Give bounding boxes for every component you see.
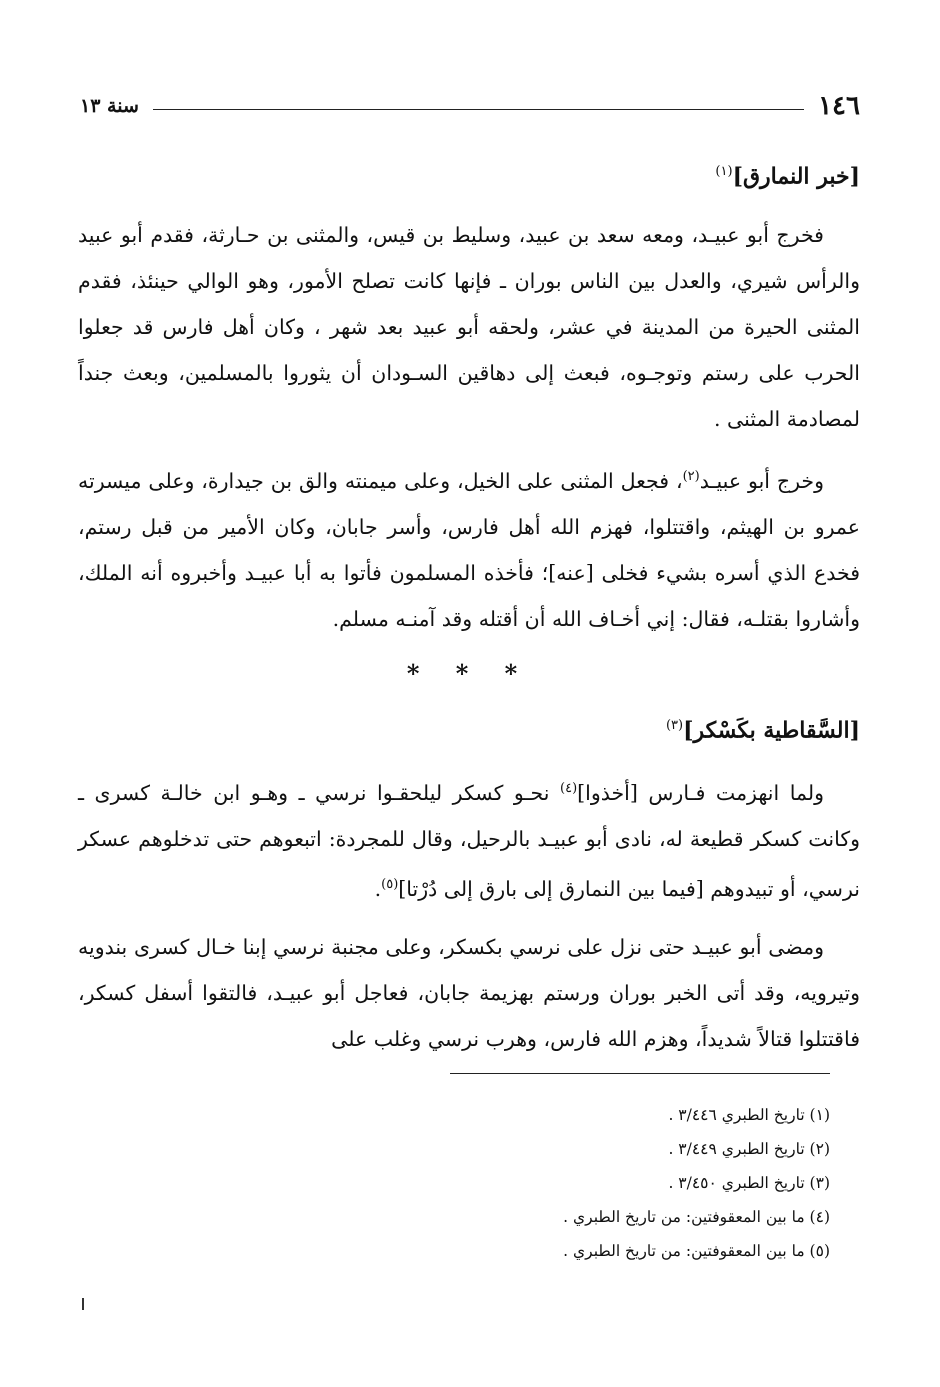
paragraph (78, 766, 860, 912)
paragraph-text: وخرج أبو عبيـد (699, 469, 824, 494)
footnote-ref: (٥) (381, 877, 399, 893)
section-title-namariq (78, 150, 860, 198)
print-mark (82, 1298, 84, 1310)
section-title-text: [السَّقاطية بكَسْكر] (683, 717, 860, 744)
running-head: سنة ١٣ (80, 95, 139, 117)
header-rule (153, 109, 804, 110)
footnote-ref: (٢) (682, 469, 700, 485)
footnote-2: (٢) تاريخ الطبري ٣/٤٤٩ . (668, 1140, 830, 1158)
paragraph-text: ومضى أبو عبيـد حتى نزل على نرسي بكسكر، وعلى مجنبة نرسي إبنا خـال كسرى بندويه وتيرويه، وقد أتى الخبر بوران ورستم بهزيمة جابان، فعاجل أبو عبيـد، فالتقوا أسفل كسكر، فاقتتلوا قتالاً شديداً، وهزم الله فارس، وهرب نرسي وغلب على (78, 935, 860, 1052)
section-title-saqatiya (78, 704, 860, 752)
paragraph (78, 924, 860, 1062)
paragraph (78, 454, 860, 642)
paragraph-text: ولما انهزمت فـارس [أخذوا] (577, 781, 824, 806)
paragraph (78, 212, 860, 442)
footnote-ref: (٣) (665, 718, 684, 734)
footnotes (80, 1098, 830, 1268)
section-title-text: [خبر النمارق] (732, 163, 860, 190)
paragraph-text: . (374, 877, 382, 902)
footnote-ref: (٤) (560, 781, 578, 797)
footnote-rule (450, 1073, 830, 1074)
footnote-5: (٥) ما بين المعقوفتين: من تاريخ الطبري . (563, 1242, 830, 1260)
footnote-3: (٣) تاريخ الطبري ٣/٤٥٠ . (668, 1174, 830, 1192)
section-separator: * * * (406, 659, 532, 689)
paragraph-text: نحـو كسكر ليلحقـوا نرسي ـ وهـو ابن خالـة كسرى ـ وكانت كسكر قطيعة له، نادى أبو عبيـد بالرحيل، وقال للمجردة: اتبعوهم حتى تدخلوهم عسكر نرسي، أو تبيدوهم [فيما بين النمارق إلى بارق إلى دُرْتا] (78, 781, 860, 902)
main-text (78, 150, 860, 1074)
footnote-ref: (١) (715, 164, 733, 179)
footnote-4: (٤) ما بين المعقوفتين: من تاريخ الطبري . (563, 1208, 830, 1226)
footnote-1: (١) تاريخ الطبري ٣/٤٤٦ . (668, 1106, 830, 1124)
page-header (80, 88, 860, 124)
paragraph-text: ، فجعل المثنى على الخيل، وعلى ميمنته والق بن جيدارة، وعلى ميسرته عمرو بن الهيثم، واقتتلوا، فهزم الله أهل فارس، وأسر جابان، وكان الأمير من قبل رستم، فخدع الذي أسره بشيء فخلى [عنه]؛ فأخذه المسلمون فأتوا به أبا عبيـد وأخبروه أنه الملك، وأشاروا بقتلـه، فقال: إني أخـاف الله أن أقتله وقد آمنـه مسلم. (78, 469, 860, 632)
paragraph-text: فخرج أبو عبيـد، ومعه سعد بن عبيد، وسليط بن قيس، والمثنى بن حـارثة، فقدم أبو عبيد والرأس شيري، والعدل بين الناس بوران ـ فإنها كانت تصلح الأمور، وهو الوالي حينئذ، فقدم المثنى الحيرة من المدينة في عشر، ولحقه أبو عبيد بعد شهر ، وكان أهل فارس قد جعلوا الحرب على رستم وتوجـوه، فبعث إلى دهاقين السـودان أن يثوروا بالمسلمين، وبعث جنداً لمصادمة المثنى . (78, 223, 860, 432)
page-number: ١٤٦ (818, 91, 860, 121)
